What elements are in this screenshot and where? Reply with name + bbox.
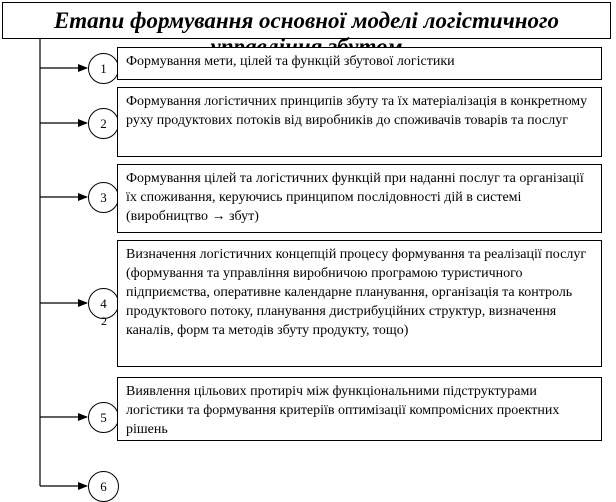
step-box-2: Формування логістичних принципів збуту та їх матеріалізація в конкретному руху продуктових потоків від виробників до споживачів товарів та послуг [117, 87, 602, 157]
title-box [2, 2, 611, 39]
step-number-2: 2 [88, 108, 119, 139]
step-4-subscript: 2 [101, 314, 107, 328]
diagram-title: Етапи формування основної моделі логістичного [53, 8, 560, 33]
step-box-4: Визначення логістичних концепцій процесу формування та реалізації послуг (формування та управління виробничою програмою туристичного підприємства, оперативне календарне планування, організація та контроль продуктового потоку, планування дистрибуційних структур, визначення каналів, форм та методів збуту продукту, тощо) [117, 240, 602, 367]
step-box-5: Виявлення цільових протиріч між функціональними підструктурами логістики та формування критеріїв оптимізації компромісних проектних рішень [117, 377, 602, 441]
step-number-6: 6 [88, 471, 119, 502]
step-number-4: 4 [88, 288, 119, 319]
step-number-3: 3 [88, 182, 119, 213]
step-number-5: 5 [88, 402, 119, 433]
step-number-1: 1 [88, 53, 119, 84]
step-box-3: Формування цілей та логістичних функцій при наданні послуг та організації їх споживання, керуючись принципом послідовності дій в системі (виробництво → збут) [117, 164, 602, 233]
step-box-1: Формування мети, цілей та функцій збутової логістики [117, 47, 602, 80]
